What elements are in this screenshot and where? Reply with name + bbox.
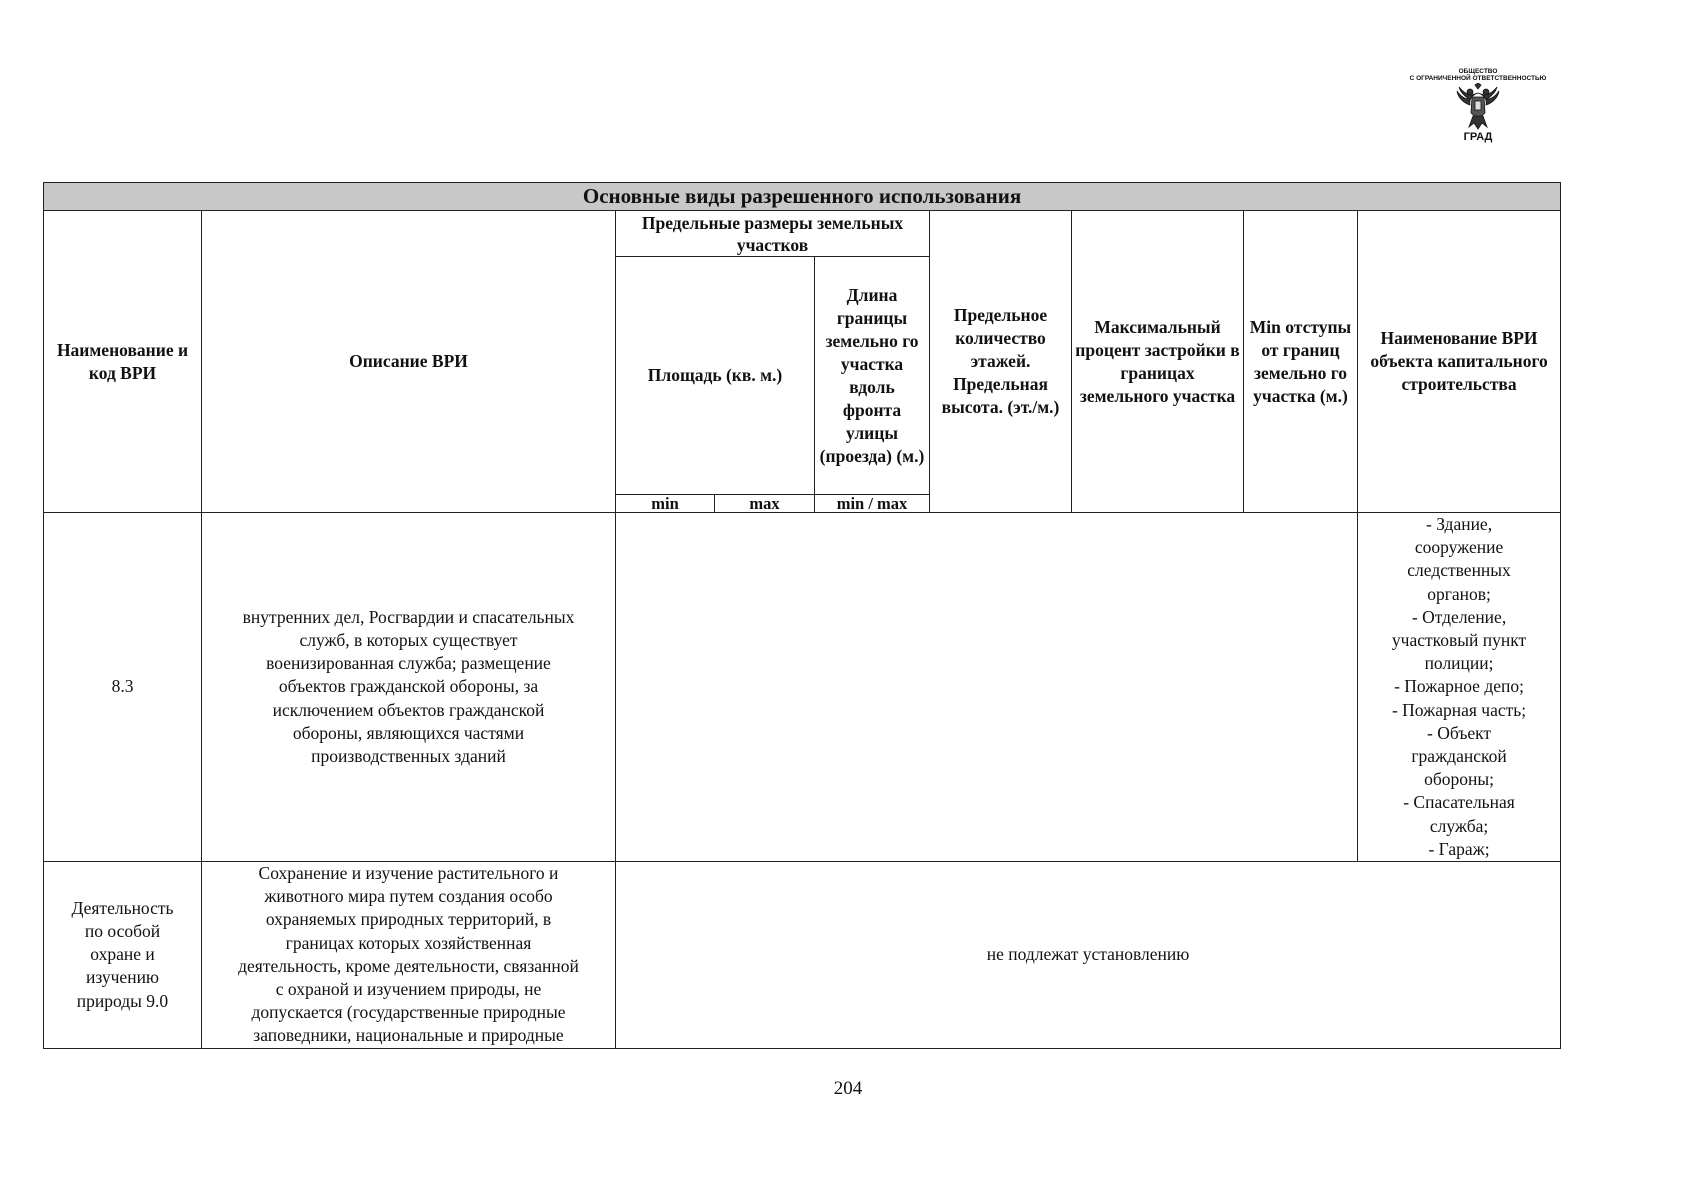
row-2-description: Сохранение и изучение растительного и животного мира путем создания особо охраняемых природных территорий, в границах которых хозяйственная деятельность, кроме деятельности, связанной с охраной и изучением природы, не допускается (государственные природные заповедники, национальные и природные xyxy=(202,862,616,1049)
header-area-max: max xyxy=(715,495,815,513)
header-max-percent: Максимальный процент застройки в границах земельного участка xyxy=(1072,211,1244,513)
double-headed-eagle-icon xyxy=(1455,83,1501,131)
row-2-merged-note: не подлежат установлению xyxy=(616,862,1561,1049)
table-row xyxy=(44,513,1561,862)
header-frontage-min-max: min / max xyxy=(815,495,930,513)
logo-brand: ГРАД xyxy=(1463,131,1493,143)
header-floors: Предельное количество этажей. Предельная высота. (эт./м.) xyxy=(930,211,1072,513)
header-area-min: min xyxy=(616,495,715,513)
vri-table xyxy=(43,182,1561,1049)
header-object-name: Наименование ВРИ объекта капитального строительства xyxy=(1358,211,1561,513)
page-number: 204 xyxy=(833,1078,863,1099)
row-2-name: Деятельность по особой охране и изучению природы 9.0 xyxy=(44,862,202,1049)
header-description: Описание ВРИ xyxy=(202,211,616,513)
row-1-merged-empty xyxy=(616,513,1358,862)
header-name-code: Наименование и код ВРИ xyxy=(44,211,202,513)
row-1-description: внутренних дел, Росгвардии и спасательных служб, в которых существует военизированная служба; размещение объектов гражданской обороны, за исключением объектов гражданской обороны, являющихся частями производственных зданий xyxy=(202,513,616,862)
table-title: Основные виды разрешенного использования xyxy=(44,183,1561,211)
company-logo xyxy=(1388,68,1568,156)
header-limit-sizes: Предельные размеры земельных участков xyxy=(616,211,930,257)
header-area: Площадь (кв. м.) xyxy=(616,257,815,495)
logo-org-line-1: ОБЩЕСТВО xyxy=(1458,68,1498,75)
table-row xyxy=(44,862,1561,1049)
logo-org-line-2: С ОГРАНИЧЕННОЙ ОТВЕТСТВЕННОСТЬЮ xyxy=(1409,75,1547,82)
row-1-code: 8.3 xyxy=(44,513,202,862)
header-frontage: Длина границы земельно го участка вдоль фронта улицы (проезда) (м.) xyxy=(815,257,930,495)
header-min-setback: Min отступы от границ земельно го участка (м.) xyxy=(1244,211,1358,513)
row-1-objects: - Здание, сооружение следственных органов; - Отделение, участковый пункт полиции; - Пожарное депо; - Пожарная часть; - Объект гражданской обороны; - Спасательная служба; - Гараж; xyxy=(1358,513,1561,862)
